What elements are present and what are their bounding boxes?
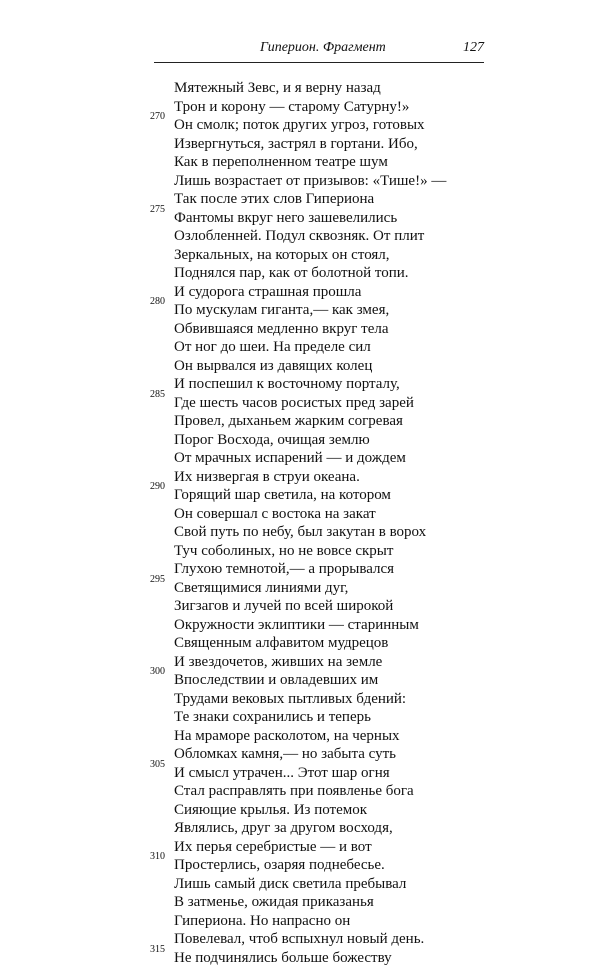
poem-line [150, 560, 590, 579]
poem-line [150, 375, 590, 394]
line-number: 270 [150, 111, 165, 123]
line-text: Озлобленней. Подул сквозняк. От плит [174, 227, 424, 246]
line-text: Зеркальных, на которых он стоял, [174, 246, 390, 265]
poem-line [150, 264, 590, 283]
poem-line [150, 246, 590, 265]
line-text: Окружности эклиптики — старинным [174, 616, 419, 635]
poem-line [150, 227, 590, 246]
poem-line [150, 838, 590, 857]
poem-line [150, 394, 590, 413]
line-text: Горящий шар светила, на котором [174, 486, 391, 505]
line-text: Трон и корону — старому Сатурну!» [174, 98, 409, 117]
line-number: 280 [150, 296, 165, 308]
line-number: 285 [150, 389, 165, 401]
line-text: Где шесть часов росистых пред зарей [174, 394, 414, 413]
line-text: Обвившаяся медленно вкруг тела [174, 320, 389, 339]
poem-line [150, 597, 590, 616]
line-text: В затменье, ожидая приказанья [174, 893, 374, 912]
poem-line [150, 764, 590, 783]
poem-line [150, 505, 590, 524]
poem-line [150, 209, 590, 228]
poem-text [150, 79, 590, 967]
line-text: Туч соболиных, но не вовсе скрыт [174, 542, 393, 561]
poem-line [150, 542, 590, 561]
poem-line [150, 801, 590, 820]
line-text: Он вырвался из давящих колец [174, 357, 372, 376]
poem-line [150, 468, 590, 487]
line-number: 295 [150, 574, 165, 586]
running-head-title: Гиперион. Фрагмент [260, 40, 386, 56]
poem-line [150, 320, 590, 339]
line-text: Повелевал, чтоб вспыхнул новый день. [174, 930, 424, 949]
line-text: Те знаки сохранились и теперь [174, 708, 371, 727]
line-text: По мускулам гиганта,— как змея, [174, 301, 389, 320]
poem-line [150, 153, 590, 172]
poem-line [150, 523, 590, 542]
poem-line [150, 486, 590, 505]
line-text: Трудами вековых пытливых бдений: [174, 690, 406, 709]
line-text: И судорога страшная прошла [174, 283, 361, 302]
poem-line [150, 782, 590, 801]
line-text: Лишь самый диск светила пребывал [174, 875, 406, 894]
line-text: Сияющие крылья. Из потемок [174, 801, 367, 820]
poem-line [150, 671, 590, 690]
line-text: Стал расправлять при появленье бога [174, 782, 414, 801]
header-rule [154, 62, 484, 63]
poem-line [150, 912, 590, 931]
line-text: От ног до шеи. На пределе сил [174, 338, 371, 357]
line-text: И смысл утрачен... Этот шар огня [174, 764, 390, 783]
poem-line [150, 449, 590, 468]
line-text: И поспешил к восточному порталу, [174, 375, 400, 394]
poem-line [150, 79, 590, 98]
poem-line [150, 357, 590, 376]
line-text: Простерлись, озаряя поднебесье. [174, 856, 385, 875]
line-number: 275 [150, 204, 165, 216]
line-text: Являлись, друг за другом восходя, [174, 819, 393, 838]
page-number: 127 [463, 40, 484, 56]
line-text: Священным алфавитом мудрецов [174, 634, 388, 653]
poem-line [150, 819, 590, 838]
line-text: Светящимися линиями дуг, [174, 579, 348, 598]
poem-line [150, 690, 590, 709]
poem-line [150, 338, 590, 357]
poem-line [150, 431, 590, 450]
line-text: Он смолк; поток других угроз, готовых [174, 116, 425, 135]
line-text: Провел, дыханьем жарким согревая [174, 412, 403, 431]
poem-line [150, 856, 590, 875]
poem-line [150, 745, 590, 764]
line-text: Свой путь по небу, был закутан в ворох [174, 523, 426, 542]
line-text: От мрачных испарений — и дождем [174, 449, 406, 468]
line-text: Порог Восхода, очищая землю [174, 431, 370, 450]
poem-line [150, 116, 590, 135]
line-text: Их перья серебристые — и вот [174, 838, 372, 857]
poem-line [150, 283, 590, 302]
poem-line [150, 190, 590, 209]
line-number: 305 [150, 759, 165, 771]
line-text: Обломках камня,— но забыта суть [174, 745, 396, 764]
line-text: Лишь возрастает от призывов: «Тише!» — [174, 172, 446, 191]
line-number: 300 [150, 666, 165, 678]
line-text: На мраморе расколотом, на черных [174, 727, 400, 746]
line-text: Как в переполненном театре шум [174, 153, 388, 172]
poem-line [150, 653, 590, 672]
running-head [154, 40, 484, 60]
line-text: Он совершал с востока на закат [174, 505, 376, 524]
poem-line [150, 579, 590, 598]
line-text: Глухою темнотой,— а прорывался [174, 560, 394, 579]
line-text: Фантомы вкруг него зашевелились [174, 209, 397, 228]
poem-line [150, 893, 590, 912]
line-number: 290 [150, 481, 165, 493]
poem-line [150, 301, 590, 320]
poem-line [150, 172, 590, 191]
poem-line [150, 875, 590, 894]
line-text: Впоследствии и овладевших им [174, 671, 378, 690]
line-text: Так после этих слов Гипериона [174, 190, 374, 209]
poem-line [150, 135, 590, 154]
poem-line [150, 930, 590, 949]
line-text: Не подчинялись больше божеству [174, 949, 392, 967]
line-text: Гипериона. Но напрасно он [174, 912, 350, 931]
line-text: Поднялся пар, как от болотной топи. [174, 264, 409, 283]
poem-line [150, 727, 590, 746]
line-text: Их низвергая в струи океана. [174, 468, 360, 487]
line-number: 310 [150, 851, 165, 863]
poem-line [150, 98, 590, 117]
poem-line [150, 412, 590, 431]
poem-line [150, 949, 590, 967]
poem-line [150, 708, 590, 727]
line-text: Мятежный Зевс, и я верну назад [174, 79, 381, 98]
line-text: И звездочетов, живших на земле [174, 653, 382, 672]
line-text: Извергнуться, застрял в гортани. Ибо, [174, 135, 418, 154]
line-number: 315 [150, 944, 165, 956]
poem-line [150, 616, 590, 635]
line-text: Зигзагов и лучей по всей широкой [174, 597, 393, 616]
poem-line [150, 634, 590, 653]
